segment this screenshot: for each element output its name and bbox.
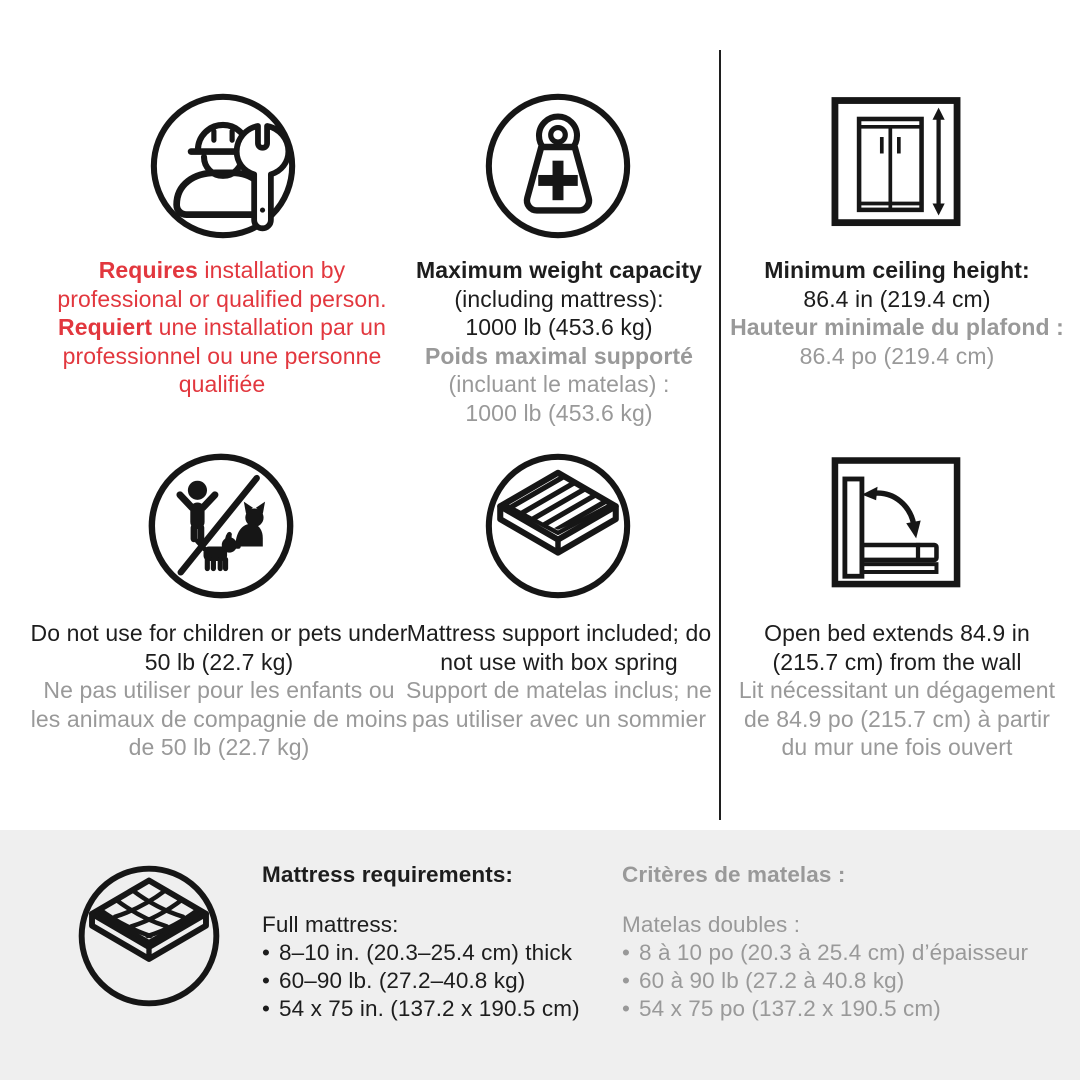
- ceiling-height-icon: [824, 92, 968, 234]
- mattress-support-fr: Support de matelas inclus; ne pas utiliser avec un sommier: [406, 677, 712, 732]
- installation-warning-text: [35, 256, 409, 399]
- ceiling-height-title-en: Minimum ceiling height:: [764, 257, 1030, 283]
- list-item: • 54 x 75 po (137.2 x 190.5 cm): [622, 995, 1062, 1023]
- mattress-requirements-subtitle-fr: Matelas doubles :: [622, 912, 801, 937]
- installation-warning-fr: une installation par un professionnel ou une personne qualifiée: [62, 314, 386, 397]
- mattress-requirements-title-fr: Critères de matelas :: [622, 862, 846, 887]
- mattress-requirements-list-en: [262, 939, 602, 1023]
- weight-capacity-sub-en: (including mattress):: [454, 285, 664, 312]
- mattress-requirements-title-en: Mattress requirements:: [262, 862, 514, 887]
- weight-capacity-sub-fr: (incluant le matelas) :: [448, 371, 670, 397]
- mattress-support-text: [392, 619, 726, 733]
- list-item: • 60–90 lb. (27.2–40.8 kg): [262, 967, 602, 995]
- weight-capacity-text: [396, 256, 722, 427]
- no-children-pets-icon: [145, 450, 297, 602]
- ceiling-height-title-fr: Hauteur minimale du plafond :: [730, 314, 1064, 340]
- list-item: • 8 à 10 po (20.3 à 25.4 cm) d’épaisseur: [622, 939, 1062, 967]
- mattress-requirements-list-fr: [622, 939, 1062, 1023]
- installation-warning-en-bold: Requires: [98, 257, 198, 283]
- mattress-requirements-fr: [622, 861, 1062, 1023]
- weight-capacity-value-fr: 1000 lb (453.6 kg): [465, 399, 653, 426]
- open-bed-text: [728, 619, 1066, 762]
- mattress-requirements-subtitle-en: Full mattress:: [262, 912, 399, 937]
- mattress-support-en: Mattress support included; do not use with box spring: [406, 620, 712, 675]
- mattress-support-slats-icon: [482, 450, 634, 602]
- open-bed-en: Open bed extends 84.9 in (215.7 cm) from the wall: [764, 620, 1030, 675]
- weight-capacity-value-en: 1000 lb (453.6 kg): [465, 314, 653, 340]
- installation-warning-fr-bold: Requiert: [58, 314, 153, 340]
- mattress-requirements-en: [262, 861, 602, 1023]
- children-pets-text: [28, 619, 410, 762]
- children-pets-en: Do not use for children or pets under 50 lb (22.7 kg): [30, 620, 408, 675]
- list-item: • 60 à 90 lb (27.2 à 40.8 kg): [622, 967, 1062, 995]
- mattress-icon: [75, 862, 223, 1010]
- weight-capacity-title-en: Maximum weight capacity: [415, 257, 703, 283]
- ceiling-height-value-fr: 86.4 po (219.4 cm): [799, 342, 995, 369]
- installer-icon: [147, 90, 299, 242]
- weight-capacity-title-fr: Poids maximal supporté: [424, 342, 694, 369]
- list-item: • 54 x 75 in. (137.2 x 190.5 cm): [262, 995, 602, 1023]
- list-item: • 8–10 in. (20.3–25.4 cm) thick: [262, 939, 602, 967]
- open-bed-fr: Lit nécessitant un dégagement de 84.9 po (215.7 cm) à partir du mur une fois ouvert: [738, 677, 1056, 760]
- weight-capacity-icon: [482, 90, 634, 242]
- children-pets-fr: Ne pas utiliser pour les enfants ou les animaux de compagnie de moins de 50 lb (22.7 kg): [30, 677, 408, 760]
- ceiling-height-text: [730, 256, 1064, 370]
- installation-warning-en: installation by professional or qualified person.: [57, 257, 387, 312]
- ceiling-height-value-en: 86.4 in (219.4 cm): [803, 285, 991, 312]
- open-bed-icon: [824, 452, 968, 594]
